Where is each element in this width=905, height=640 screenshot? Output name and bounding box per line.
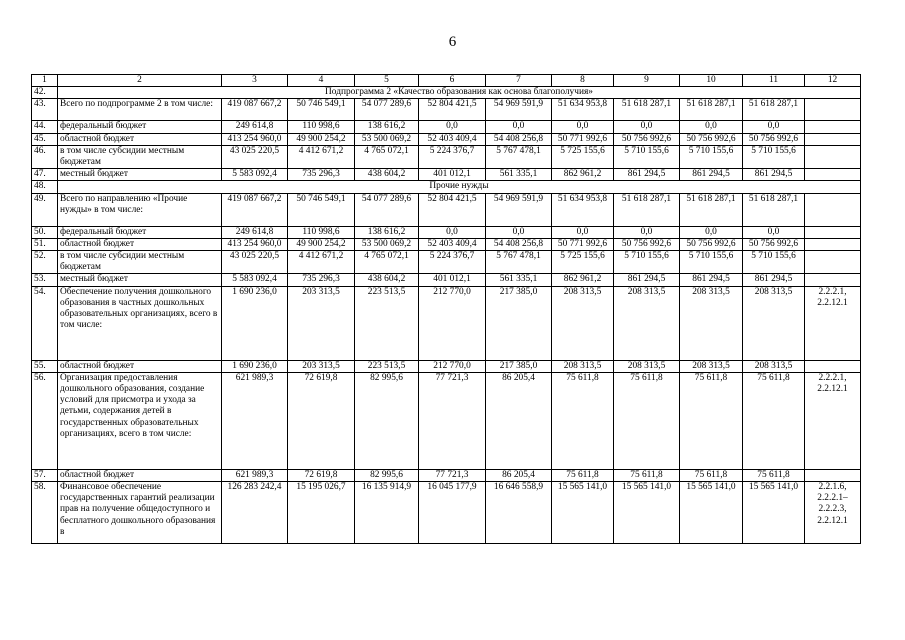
reference-cell	[805, 274, 861, 286]
value-cell: 401 012,1	[419, 169, 486, 181]
value-cell: 0,0	[680, 121, 743, 133]
value-cell: 861 294,5	[680, 169, 743, 181]
row-name: в том числе субсидии местным бюджетам	[58, 251, 222, 274]
table-row	[32, 482, 861, 544]
header-cell: 5	[355, 75, 419, 87]
value-cell: 5 710 155,6	[743, 251, 805, 274]
value-cell: 5 710 155,6	[614, 251, 680, 274]
value-cell: 419 087 667,2	[222, 193, 288, 226]
row-name: Всего по подпрограмме 2 в том числе:	[58, 99, 222, 121]
value-cell: 138 616,2	[355, 121, 419, 133]
reference-cell	[805, 145, 861, 168]
value-cell: 0,0	[743, 121, 805, 133]
value-cell: 50 746 549,1	[288, 193, 355, 226]
section-title: Подпрограмма 2 «Качество образования как основа благополучия»	[58, 87, 861, 99]
value-cell: 0,0	[614, 121, 680, 133]
value-cell: 0,0	[486, 226, 552, 238]
value-cell: 5 767 478,1	[486, 251, 552, 274]
header-cell: 7	[486, 75, 552, 87]
value-cell: 438 604,2	[355, 274, 419, 286]
table-row	[32, 193, 861, 226]
value-cell: 43 025 220,5	[222, 251, 288, 274]
value-cell: 138 616,2	[355, 226, 419, 238]
row-number: 51.	[32, 238, 58, 250]
value-cell: 51 618 287,1	[743, 193, 805, 226]
value-cell: 561 335,1	[486, 169, 552, 181]
value-cell: 75 611,8	[614, 469, 680, 481]
value-cell: 5 224 376,7	[419, 251, 486, 274]
value-cell: 126 283 242,4	[222, 482, 288, 544]
value-cell: 82 995,6	[355, 372, 419, 469]
value-cell: 0,0	[552, 121, 614, 133]
value-cell: 5 583 092,4	[222, 274, 288, 286]
row-number: 45.	[32, 133, 58, 145]
value-cell: 5 710 155,6	[614, 145, 680, 168]
table-row	[32, 145, 861, 168]
header-cell: 1	[32, 75, 58, 87]
value-cell: 15 565 141,0	[614, 482, 680, 544]
value-cell: 208 313,5	[680, 286, 743, 360]
row-name: местный бюджет	[58, 274, 222, 286]
value-cell: 861 294,5	[743, 169, 805, 181]
value-cell: 208 313,5	[743, 286, 805, 360]
table-row	[32, 133, 861, 145]
reference-cell: 2.2.2.1, 2.2.12.1	[805, 286, 861, 360]
value-cell: 5 710 155,6	[680, 251, 743, 274]
header-cell: 12	[805, 75, 861, 87]
table-row	[32, 251, 861, 274]
value-cell: 77 721,3	[419, 469, 486, 481]
value-cell: 54 969 591,9	[486, 193, 552, 226]
reference-cell	[805, 251, 861, 274]
value-cell: 5 224 376,7	[419, 145, 486, 168]
header-cell: 4	[288, 75, 355, 87]
value-cell: 208 313,5	[614, 360, 680, 372]
value-cell: 50 756 992,6	[680, 133, 743, 145]
value-cell: 1 690 236,0	[222, 286, 288, 360]
value-cell: 4 765 072,1	[355, 145, 419, 168]
row-name: федеральный бюджет	[58, 226, 222, 238]
row-number: 52.	[32, 251, 58, 274]
row-number: 50.	[32, 226, 58, 238]
value-cell: 0,0	[680, 226, 743, 238]
value-cell: 51 618 287,1	[680, 99, 743, 121]
value-cell: 16 646 558,9	[486, 482, 552, 544]
reference-cell	[805, 193, 861, 226]
row-number: 43.	[32, 99, 58, 121]
reference-cell: 2.2.1.6, 2.2.2.1– 2.2.2.3, 2.2.12.1	[805, 482, 861, 544]
value-cell: 50 756 992,6	[680, 238, 743, 250]
value-cell: 110 998,6	[288, 226, 355, 238]
value-cell: 82 995,6	[355, 469, 419, 481]
value-cell: 621 989,3	[222, 372, 288, 469]
reference-cell	[805, 469, 861, 481]
value-cell: 86 205,4	[486, 469, 552, 481]
value-cell: 50 771 992,6	[552, 238, 614, 250]
value-cell: 208 313,5	[680, 360, 743, 372]
value-cell: 861 294,5	[680, 274, 743, 286]
table-row	[32, 99, 861, 121]
value-cell: 51 618 287,1	[743, 99, 805, 121]
table-row	[32, 121, 861, 133]
value-cell: 217 385,0	[486, 286, 552, 360]
value-cell: 54 408 256,8	[486, 133, 552, 145]
header-cell: 9	[614, 75, 680, 87]
budget-table	[31, 74, 861, 544]
value-cell: 413 254 960,0	[222, 133, 288, 145]
table-row	[32, 372, 861, 469]
value-cell: 5 767 478,1	[486, 145, 552, 168]
row-number: 57.	[32, 469, 58, 481]
value-cell: 75 611,8	[614, 372, 680, 469]
value-cell: 401 012,1	[419, 274, 486, 286]
page-number: 6	[448, 34, 457, 50]
row-number: 44.	[32, 121, 58, 133]
value-cell: 86 205,4	[486, 372, 552, 469]
value-cell: 203 313,5	[288, 360, 355, 372]
value-cell: 50 756 992,6	[743, 238, 805, 250]
value-cell: 438 604,2	[355, 169, 419, 181]
value-cell: 5 583 092,4	[222, 169, 288, 181]
value-cell: 51 618 287,1	[614, 99, 680, 121]
row-number: 58.	[32, 482, 58, 544]
value-cell: 861 294,5	[614, 169, 680, 181]
value-cell: 15 565 141,0	[743, 482, 805, 544]
value-cell: 75 611,8	[680, 469, 743, 481]
value-cell: 16 045 177,9	[419, 482, 486, 544]
table-row	[32, 360, 861, 372]
header-row	[32, 75, 861, 87]
row-number: 48.	[32, 181, 58, 193]
value-cell: 15 195 026,7	[288, 482, 355, 544]
value-cell: 50 756 992,6	[743, 133, 805, 145]
value-cell: 861 294,5	[614, 274, 680, 286]
header-cell: 2	[58, 75, 222, 87]
value-cell: 0,0	[743, 226, 805, 238]
reference-cell	[805, 169, 861, 181]
row-name: областной бюджет	[58, 360, 222, 372]
value-cell: 51 634 953,8	[552, 193, 614, 226]
value-cell: 51 618 287,1	[680, 193, 743, 226]
value-cell: 15 565 141,0	[680, 482, 743, 544]
value-cell: 223 513,5	[355, 286, 419, 360]
value-cell: 54 077 289,6	[355, 99, 419, 121]
value-cell: 5 725 155,6	[552, 251, 614, 274]
value-cell: 862 961,2	[552, 274, 614, 286]
value-cell: 0,0	[486, 121, 552, 133]
table-row	[32, 286, 861, 360]
value-cell: 735 296,3	[288, 274, 355, 286]
header-cell: 11	[743, 75, 805, 87]
table-row	[32, 469, 861, 481]
value-cell: 54 969 591,9	[486, 99, 552, 121]
value-cell: 52 403 409,4	[419, 238, 486, 250]
value-cell: 419 087 667,2	[222, 99, 288, 121]
value-cell: 49 900 254,2	[288, 133, 355, 145]
value-cell: 77 721,3	[419, 372, 486, 469]
value-cell: 53 500 069,2	[355, 133, 419, 145]
value-cell: 0,0	[614, 226, 680, 238]
value-cell: 50 756 992,6	[614, 238, 680, 250]
value-cell: 54 077 289,6	[355, 193, 419, 226]
value-cell: 208 313,5	[743, 360, 805, 372]
row-name: Всего по направлению «Прочие нужды» в том числе:	[58, 193, 222, 226]
value-cell: 0,0	[552, 226, 614, 238]
reference-cell	[805, 226, 861, 238]
section-title: Прочие нужды	[58, 181, 861, 193]
reference-cell	[805, 133, 861, 145]
row-number: 54.	[32, 286, 58, 360]
value-cell: 208 313,5	[614, 286, 680, 360]
value-cell: 5 725 155,6	[552, 145, 614, 168]
value-cell: 52 403 409,4	[419, 133, 486, 145]
table-row	[32, 274, 861, 286]
header-cell: 3	[222, 75, 288, 87]
value-cell: 75 611,8	[743, 469, 805, 481]
value-cell: 208 313,5	[552, 286, 614, 360]
header-cell: 10	[680, 75, 743, 87]
value-cell: 4 765 072,1	[355, 251, 419, 274]
value-cell: 50 756 992,6	[614, 133, 680, 145]
value-cell: 4 412 671,2	[288, 145, 355, 168]
value-cell: 5 710 155,6	[680, 145, 743, 168]
row-name: Финансовое обеспечение государственных гарантий реализации прав на получение общедоступного и бесплатного дошкольного образования в	[58, 482, 222, 544]
value-cell: 49 900 254,2	[288, 238, 355, 250]
value-cell: 212 770,0	[419, 286, 486, 360]
value-cell: 72 619,8	[288, 469, 355, 481]
value-cell: 72 619,8	[288, 372, 355, 469]
value-cell: 52 804 421,5	[419, 99, 486, 121]
header-cell: 6	[419, 75, 486, 87]
section-row	[32, 181, 861, 193]
row-number: 42.	[32, 87, 58, 99]
value-cell: 43 025 220,5	[222, 145, 288, 168]
value-cell: 15 565 141,0	[552, 482, 614, 544]
value-cell: 1 690 236,0	[222, 360, 288, 372]
value-cell: 249 614,8	[222, 226, 288, 238]
reference-cell	[805, 360, 861, 372]
value-cell: 735 296,3	[288, 169, 355, 181]
value-cell: 51 634 953,8	[552, 99, 614, 121]
table-row	[32, 238, 861, 250]
reference-cell: 2.2.2.1, 2.2.12.1	[805, 372, 861, 469]
row-name: областной бюджет	[58, 133, 222, 145]
value-cell: 212 770,0	[419, 360, 486, 372]
value-cell: 75 611,8	[680, 372, 743, 469]
reference-cell	[805, 238, 861, 250]
row-name: Обеспечение получения дошкольного образования в частных дошкольных образовательных организациях, всего в том числе:	[58, 286, 222, 360]
row-number: 55.	[32, 360, 58, 372]
value-cell: 54 408 256,8	[486, 238, 552, 250]
value-cell: 561 335,1	[486, 274, 552, 286]
row-number: 46.	[32, 145, 58, 168]
value-cell: 4 412 671,2	[288, 251, 355, 274]
value-cell: 51 618 287,1	[614, 193, 680, 226]
value-cell: 50 771 992,6	[552, 133, 614, 145]
value-cell: 862 961,2	[552, 169, 614, 181]
row-number: 53.	[32, 274, 58, 286]
table-row	[32, 169, 861, 181]
value-cell: 75 611,8	[743, 372, 805, 469]
row-number: 56.	[32, 372, 58, 469]
row-name: Организация предоставления дошкольного образования, создание условий для присмотра и ухода за детьми, содержания детей в государственных образовательных организациях, всего в том числе:	[58, 372, 222, 469]
value-cell: 75 611,8	[552, 372, 614, 469]
value-cell: 75 611,8	[552, 469, 614, 481]
value-cell: 223 513,5	[355, 360, 419, 372]
header-cell: 8	[552, 75, 614, 87]
value-cell: 53 500 069,2	[355, 238, 419, 250]
value-cell: 52 804 421,5	[419, 193, 486, 226]
row-number: 49.	[32, 193, 58, 226]
value-cell: 16 135 914,9	[355, 482, 419, 544]
value-cell: 50 746 549,1	[288, 99, 355, 121]
value-cell: 203 313,5	[288, 286, 355, 360]
value-cell: 110 998,6	[288, 121, 355, 133]
reference-cell	[805, 99, 861, 121]
row-number: 47.	[32, 169, 58, 181]
section-row	[32, 87, 861, 99]
value-cell: 5 710 155,6	[743, 145, 805, 168]
value-cell: 0,0	[419, 226, 486, 238]
row-name: местный бюджет	[58, 169, 222, 181]
row-name: областной бюджет	[58, 238, 222, 250]
value-cell: 249 614,8	[222, 121, 288, 133]
row-name: в том числе субсидии местным бюджетам	[58, 145, 222, 168]
reference-cell	[805, 121, 861, 133]
value-cell: 217 385,0	[486, 360, 552, 372]
value-cell: 413 254 960,0	[222, 238, 288, 250]
table-row	[32, 226, 861, 238]
value-cell: 861 294,5	[743, 274, 805, 286]
value-cell: 621 989,3	[222, 469, 288, 481]
row-name: федеральный бюджет	[58, 121, 222, 133]
row-name: областной бюджет	[58, 469, 222, 481]
value-cell: 208 313,5	[552, 360, 614, 372]
value-cell: 0,0	[419, 121, 486, 133]
